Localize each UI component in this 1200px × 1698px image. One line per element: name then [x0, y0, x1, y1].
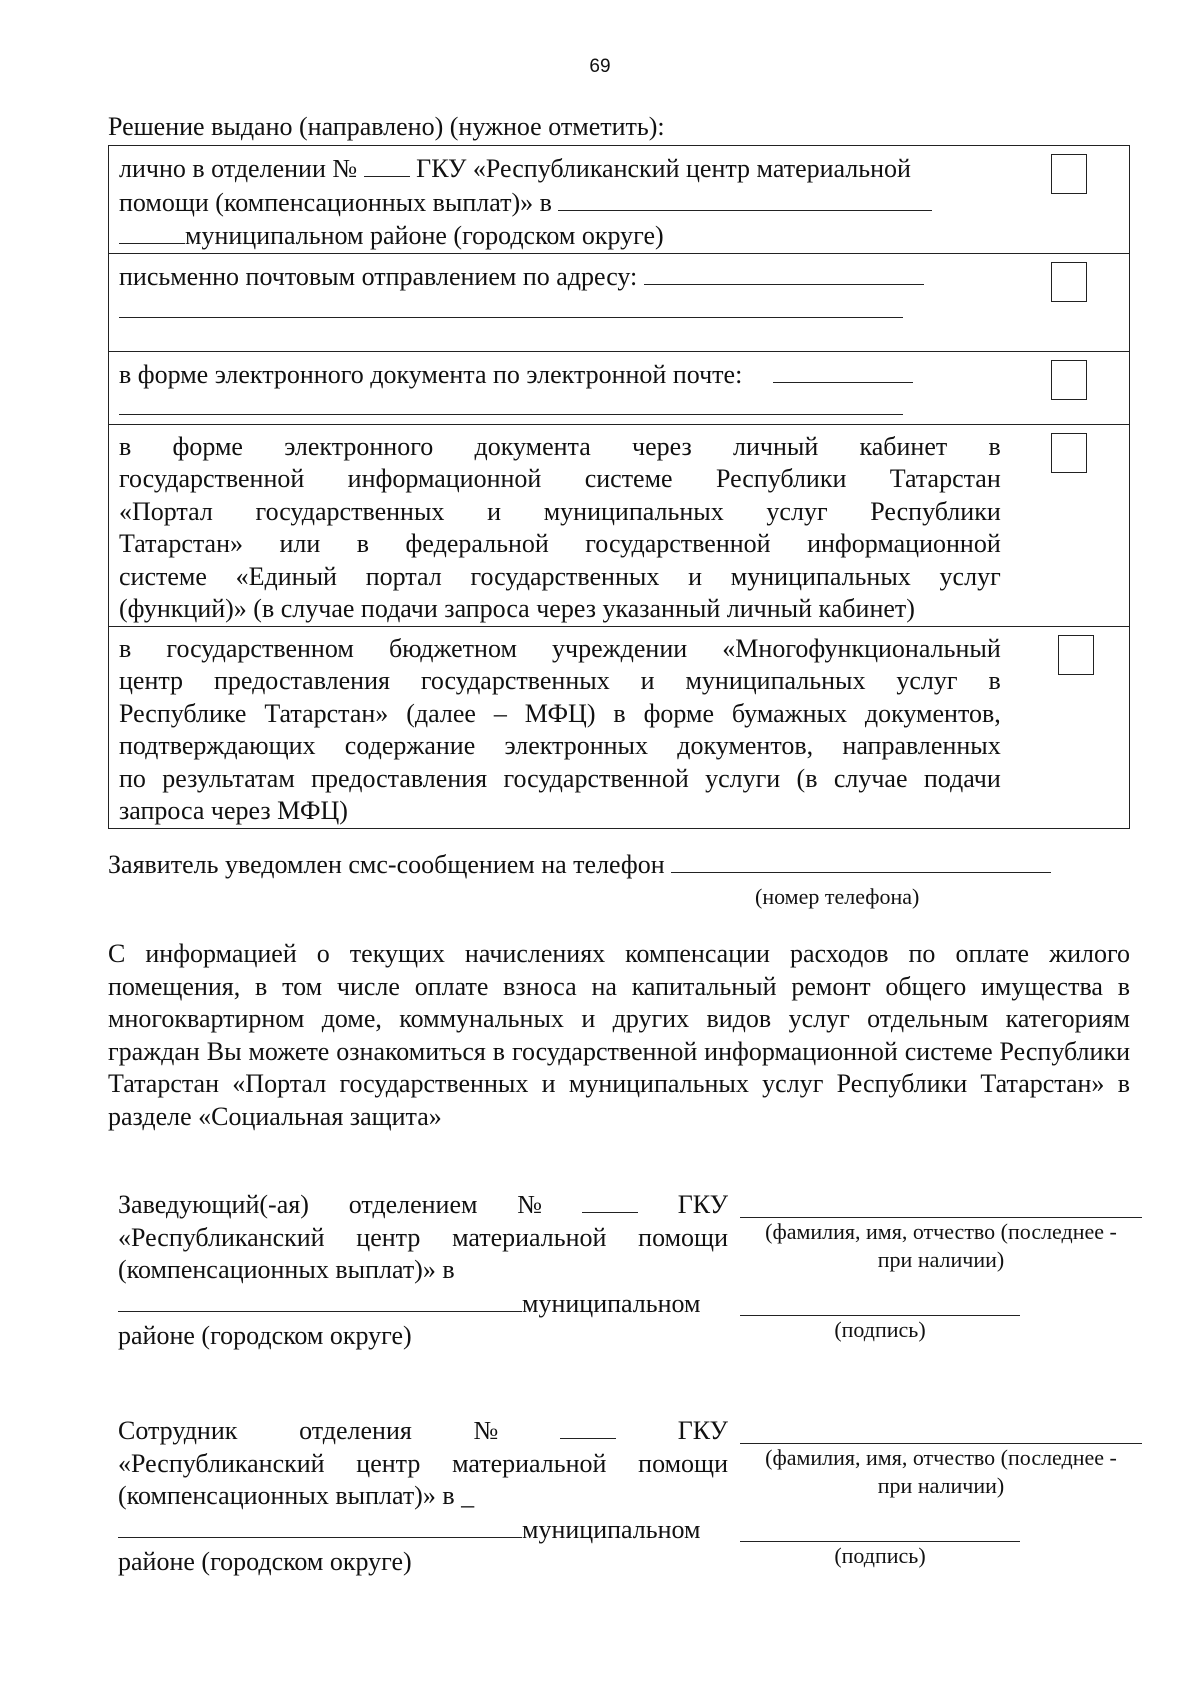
phone-blank[interactable] [671, 848, 1051, 873]
option-email-text: в форме электронного документа по электронной почте: [109, 351, 1009, 424]
email-blank[interactable] [773, 358, 913, 383]
option-mfc-text: в государственном бюджетном учреждении «Многофункциональный центр предоставления государственных и муниципальных услуг в Республике Татарстан» (далее – МФЦ) в форме бумажных документов, подтверждающих содержание электронных документов, направленных по результатам предоставления государственной услуги (в случае подачи запроса через МФЦ) [109, 626, 1009, 828]
option-in-person-text: лично в отделении № ГКУ «Республиканский центр материальной помощи (компенсационных выплат)» в муниципальном районе (городском округе) [109, 146, 1009, 254]
head-sign-area: (подпись) [740, 1314, 1020, 1344]
employee-signature-block: Сотрудник отделения № ГКУ «Республиканский центр материальной помощи (компенсационных выплат)» в _ муниципальном районе (городском округе) [118, 1416, 728, 1576]
option-post-text: письменно почтовым отправлением по адресу: [109, 253, 1009, 351]
employee-fio-area: (фамилия, имя, отчество (последнее - при наличии) [740, 1442, 1142, 1500]
city-blank[interactable] [558, 186, 932, 211]
option-row-in-person [109, 146, 1130, 254]
option-row-post [109, 253, 1130, 351]
option-portal-text: в форме электронного документа через личный кабинет в государственной информационной системе Республики Татарстан «Портал государственных и муниципальных услуг Республики Татарстан» или в федеральной государственной информационной системе «Единый портал государственных и муниципальных услуг (функций)» (в случае подачи запроса через указанный личный кабинет) [109, 424, 1009, 626]
employee-district-blank[interactable] [118, 1513, 522, 1538]
info-paragraph: С информацией о текущих начислениях компенсации расходов по оплате жилого помещения, в том числе оплате взноса на капитальный ремонт общего имущества в многоквартирном доме, коммунальных и других видов услуг отдельным категориям граждан Вы можете ознакомиться в государственной информационной системе Республики Татарстан «Портал государственных и муниципальных услуг Республики Татарстан» в разделе «Социальная защита» [108, 939, 1130, 1131]
checkbox-email[interactable] [1051, 360, 1087, 400]
phone-caption: (номер телефона) [755, 884, 920, 909]
head-fio-area: (фамилия, имя, отчество (последнее - при наличии) [740, 1216, 1142, 1274]
checkbox-portal[interactable] [1051, 433, 1087, 473]
checkbox-post[interactable] [1051, 262, 1087, 302]
postal-address-blank[interactable] [644, 260, 924, 285]
page-number: 69 [589, 56, 611, 77]
option-row-email [109, 351, 1130, 424]
head-district-blank[interactable] [118, 1287, 522, 1312]
employee-sign-area: (подпись) [740, 1540, 1020, 1570]
sms-notice: Заявитель уведомлен смс-сообщением на телефон [108, 848, 1051, 880]
employee-office-number-blank[interactable] [560, 1414, 616, 1439]
head-office-number-blank[interactable] [582, 1188, 638, 1213]
head-signature-block: Заведующий(-ая) отделением № ГКУ «Республиканский центр материальной помощи (компенсационных выплат)» в муниципальном районе (городском округе) [118, 1190, 728, 1350]
checkbox-mfc[interactable] [1058, 635, 1094, 675]
option-row-portal [109, 424, 1130, 626]
option-row-mfc [109, 626, 1130, 828]
decision-heading: Решение выдано (направлено) (нужное отметить): [108, 112, 665, 141]
office-number-blank[interactable] [364, 152, 410, 177]
email-blank-2[interactable] [119, 410, 903, 415]
delivery-options-table [108, 145, 1130, 829]
district-blank[interactable] [119, 219, 185, 244]
checkbox-in-person[interactable] [1051, 154, 1087, 194]
postal-address-blank-2[interactable] [119, 293, 903, 318]
